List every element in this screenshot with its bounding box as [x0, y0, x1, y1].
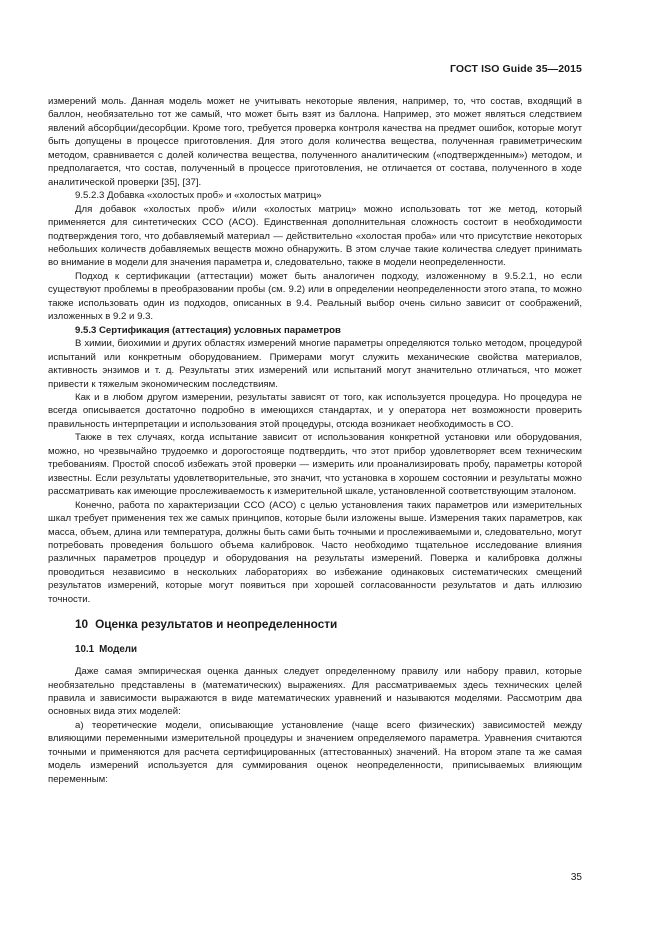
subsection-number: 10.1: [75, 643, 95, 655]
page-number: 35: [570, 872, 582, 883]
paragraph: Подход к сертификации (аттестации) может быть аналогичен подходу, изложенному в 9.5.2.1, но если существуют проблемы в преобразовании пробы (см. 9.2) или в определении неопределенности этого этапа, то можно также использовать один из подходов, описанных в 9.4. Реальный выбор очень сильно зависит от соображений, изложенных в 9.2 и 9.3.: [48, 270, 582, 323]
section-heading-10: [48, 618, 582, 631]
paragraph: Также в тех случаях, когда испытание зависит от использования конкретной установки или оборудования, можно, но чрезвычайно трудоемко и дорогостояще подтвердить, что этот прибор удовлетворяет всем техническим требованиям. Простой способ избежать этой проверки — измерить или проанализировать пробу, параметры которой известны. Если результаты удовлетворительные, это значит, что установка в хорошем состоянии и результаты можно рассматривать как имеющие прослеживаемость к измерительной шкале, установленной соответствующим эталоном.: [48, 432, 582, 498]
section-title: Оценка результатов и неопределенности: [95, 617, 338, 632]
page-body: [48, 95, 582, 786]
subsection-heading-9-5-2-3: 9.5.2.3 Добавка «холостых проб» и «холостых матриц»: [75, 190, 322, 202]
paragraph-continuation: измерений моль. Данная модель может не учитывать некоторые явления, например, то, что состав, входящий в баллон, необязательно тот же самый, что может быть взят из баллона. Например, это может являться следствием явлений абсорбции/десорбции. Кроме того, требуется проверка контроля качества на предмет ошибок, которые могут быть допущены в процессе приготовления. Для этого доля количества вещества, полученная гравиметрическим методом, сравнивается с долей количества вещества, полученного аналитическим («подтвержденным») методом, и предполагается, что состав, полученный в процессе приготовления, не отличается от состава, полученного в ходе аналитической проверки [35], [37].: [48, 96, 582, 188]
subsection-heading-10-1: [48, 643, 582, 656]
paragraph: Для добавок «холостых проб» и/или «холостых матриц» можно использовать тот же метод, который применяется для синтетических СCO (ACO). Единственная дополнительная сложность состоит в необходимости подтверждения того, что добавляемый материал — действительно «холостая проба» или что присутствие некоторых небольших количеств добавляемых веществ можно обнаружить. В этом случае такие количества следует принимать во внимание в модели для значения параметра и, следовательно, также в модели неопределенности.: [48, 203, 582, 269]
paragraph: Как и в любом другом измерении, результаты зависят от того, как используется процедура. Но процедура не всегда описывается достаточно подробно в имеющихся стандартах, и у оператора нет возможности проверить правильность интерпретации и использования этой процедуры, отсюда возникает необходимость в СО.: [48, 391, 582, 430]
paragraph: В химии, биохимии и других областях измерений многие параметры определяются только методом, процедурой испытаний или конкретным оборудованием. Примерами могут служить механические свойства материалов, активность энзимов и т. д. Результаты этих измерений или испытаний могут значительно отличаться, что может привести к тяжелым экономическим последствиям.: [48, 338, 582, 390]
paragraph: Даже самая эмпирическая оценка данных следует определенному правилу или набору правил, которые необязательно представлены в (математических) выражениях. Для рассматриваемых здесь технических целей правила и зависимости выражаются в виде математических уравнений и называются моделями. Рассмотрим два основных вида этих моделей:: [48, 666, 582, 718]
paragraph: Конечно, работа по характеризации СCO (ACO) с целью установления таких параметров или измерительных шкал требует применения тех же самых принципов, которые были изложены выше. Измерения таких параметров, как масса, объем, длина или температура, должны быть сами быть точными и прослеживаемыми и, следовательно, могут потребовать проведения большого объема калибровок. Часто необходимо тщательное исследование влияния различных параметров процедур и оборудования на результаты измерений. Поверка и калибровка должны проводиться независимо в нескольких лабораториях во избежание одинаковых систематических смещений результатов измерений, которые могут появиться при хорошей согласованности результатов и дать иллюзию точности.: [48, 499, 582, 605]
subsection-heading-9-5-3: 9.5.3 Сертификация (аттестация) условных параметров: [75, 324, 341, 336]
page-header-standard-code: ГОСТ ISO Guide 35—2015: [449, 63, 582, 75]
list-item-a: a) теоретические модели, описывающие установление (чаще всего физических) зависимостей между влияющими переменными измерительной процедуры и значением определяемого параметра. Уравнения считаются точными и применяются для расчета сертифицированных (аттестованных) значений. На втором этапе та же самая модель измерений используется для суммирования оценок неопределенности, приписываемых влияющим переменным:: [48, 719, 582, 785]
section-number: 10: [75, 617, 89, 632]
subsection-title: Модели: [99, 643, 138, 655]
